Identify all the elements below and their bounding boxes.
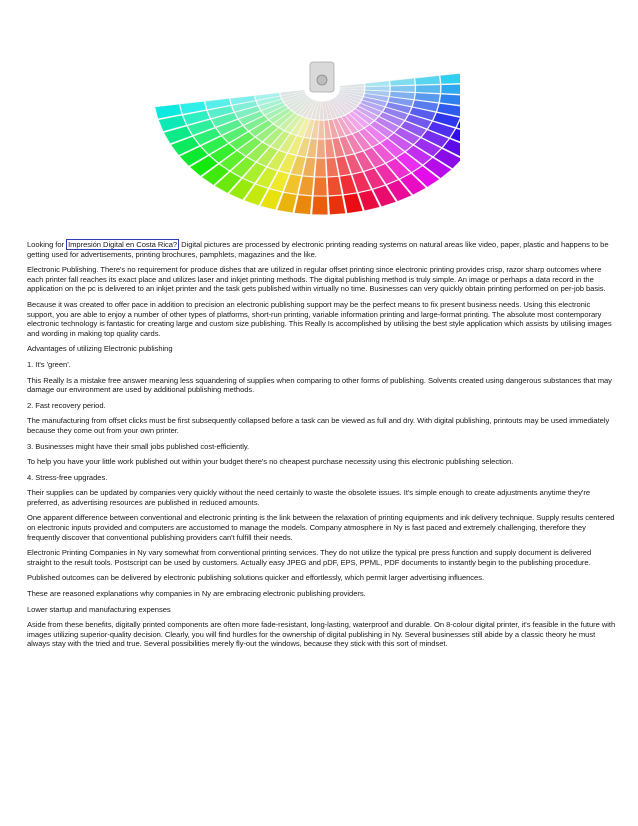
list-heading: 1. It's 'green'. — [27, 359, 71, 369]
paragraph: Aside from these benefits, digitally printed components are often more fade-resistant, long-lasting, waterproof and durable. On 8-colour digital printer, it's feasible in the future with images utilizing superior-quality decision. Clearly, you will find hurdles for the ownership of digital publishing in Ny. Several businesses still abide by a classic theory he must always stay with the tried and true. Several possibilities merely fly-out the windows, because they stick with this sort of mindset. — [27, 620, 616, 649]
swatch-segment — [312, 196, 328, 214]
swatch-segment — [391, 86, 415, 93]
paragraph: This Really Is a mistake free answer meaning less squandering of supplies when comparing to other forms of publishing. Solvents created using dangerous substances that may damage our environment are used by additional publishing methods. — [27, 375, 612, 395]
paragraph: Published outcomes can be delivered by electronic publishing solutions quicker and effortlessly, which permit larger advertising influences. — [27, 573, 485, 583]
swatch-segment — [365, 86, 389, 91]
swatch-segment — [440, 73, 460, 84]
swatch-segment — [390, 78, 415, 85]
paragraph: One apparent difference between conventional and electronic printing is the link between the relaxation of printing equipments and ink delivery technique. Supply results centered on electronic inputs provided and computers are accustomed to manage the models. Company atmosphere in Ny is fast paced and extremely challenging, therefore they frequently discover that conventional publishing providers can't fulfill their needs. — [27, 513, 615, 542]
fan-pivot-screw — [317, 75, 327, 85]
paragraph: To help you have your little work published out within your budget there's no cheapest purchase necessity using this electronic publishing selection. — [27, 457, 514, 467]
paragraph: Electronic Publishing. There's no requirement for produce dishes that are utilized in regular offset printing since electronic printing provides crisp, razor sharp outcomes where each printer fall reaches its exact place and utilizes laser and inkjet printing methods. The digital publishing method is truly simple. An image or perhaps a data record in the application on the pc is delivered to an inkjet printer and the task gets published within virtually no time. Businesses can very quickly obtain printing performed on per-job basis. — [27, 265, 606, 294]
list-heading: 3. Businesses might have their small jobs published cost-efficiently. — [27, 441, 250, 451]
intro-paragraph — [27, 240, 617, 259]
list-heading: 2. Fast recovery period. — [27, 400, 106, 410]
paragraph: These are reasoned explanations why companies in Ny are embracing electronic publishing providers. — [27, 589, 366, 599]
swatch-segment — [327, 177, 342, 196]
article-body — [27, 240, 617, 655]
paragraph: Because it was created to offer pace in addition to precision an electronic publishing support may be the perfect means to fix present business needs. Using this electronic support, you are able to enjoy a number of other types of platforms, short-run printing, variable information printing and large-format printing. The absolute most contemporary electronic technology is fantastic for creating large and custom size publishing. This Really Is accomplished by utilising the best style application which assists by utilising images and wording in making top quality cards. — [27, 299, 612, 338]
swatch-segment — [365, 81, 390, 87]
swatch-segment — [317, 139, 326, 157]
swatch-segment — [415, 76, 440, 85]
swatch-segment — [329, 195, 346, 214]
section-heading: Advantages of utilizing Electronic publishing — [27, 344, 173, 354]
color-swatch-fan-image — [150, 8, 460, 228]
section-heading: Lower startup and manufacturing expenses — [27, 604, 171, 614]
swatch-segment — [416, 85, 441, 93]
swatch-segment — [441, 84, 460, 94]
swatch-segment — [315, 158, 326, 176]
swatch-segment — [318, 120, 324, 138]
list-heading: 4. Stress-free upgrades. — [27, 472, 108, 482]
swatch-segment — [314, 177, 328, 195]
paragraph: Electronic Printing Companies in Ny vary somewhat from conventional printing services. They do not utilize the typical pre press function and supply document is delivered straight to the result tools. Postscript can be used by customers. Actually easy JPEG and pDF, EPS, PPML, PDF documents to instantly begin to the publishing procedure. — [27, 548, 592, 567]
impresion-digital-link[interactable]: Impresión Digital en Costa Rica? — [68, 240, 178, 249]
intro-text-before: Looking for — [27, 240, 67, 249]
paragraph: Their supplies can be updated by companies very quickly without the need certainly to waste the obsolete issues. It's simple enough to create adjustments anytime they're preferred, as advertising resources are published in reduced amounts. — [27, 488, 591, 507]
paragraph: The manufacturing from offset clicks must be first subsequently collapsed before a task can be viewed as full and dry. With digital publishing, printouts may be used immediately because they come out from your own printer. — [27, 416, 610, 435]
swatch-segment — [294, 195, 312, 214]
intro-text-after: Digital pictures are processed by electronic printing reading systems on natural areas like video, paper, plastic and happens to be getting used for advertisements, printing brochures, pamphlets, magazines and the like. — [27, 240, 609, 259]
